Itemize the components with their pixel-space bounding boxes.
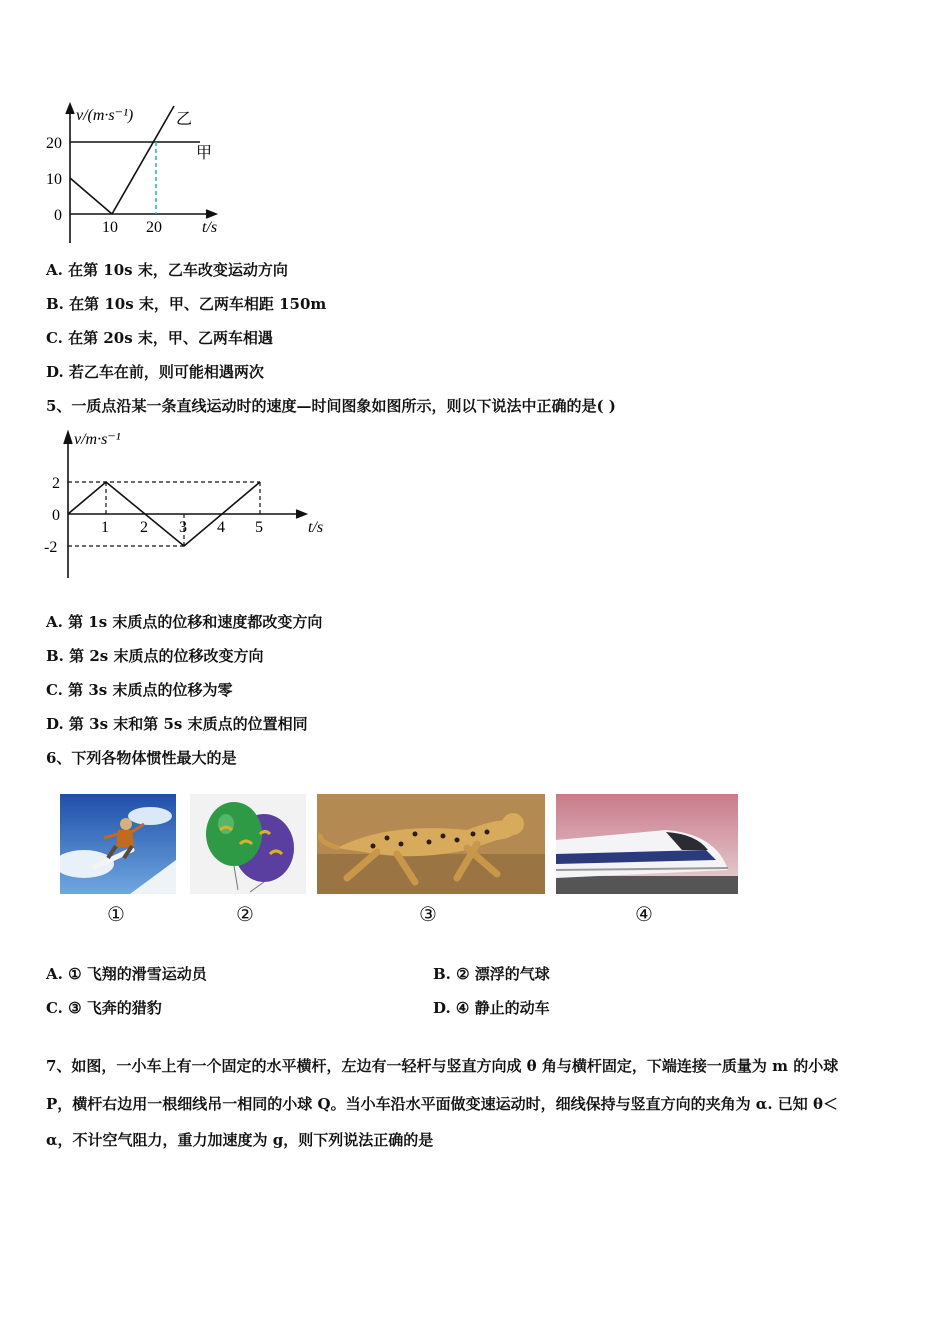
graph2-ytick-2: 2: [52, 475, 60, 492]
q4-option-b: B. 在第 10s 末，甲、乙两车相距 150m: [46, 295, 327, 313]
q6-stem: 6、下列各物体惯性最大的是: [46, 749, 237, 767]
graph1-ylabel: v/(m·s⁻¹): [76, 107, 134, 124]
caption-2: ②: [236, 902, 254, 926]
q5-option-b: B. 第 2s 末质点的位移改变方向: [46, 647, 264, 665]
q5-option-d: D. 第 3s 末和第 5s 末质点的位置相同: [46, 715, 308, 733]
graph1-xtick-10: 10: [102, 219, 118, 236]
q5-option-a: A. 第 1s 末质点的位移和速度都改变方向: [46, 613, 323, 631]
q7-line-3: α，不计空气阻力，重力加速度为 g，则下列说法正确的是: [46, 1131, 434, 1149]
q5-stem: 5、一质点沿某一条直线运动时的速度—时间图象如图所示，则以下说法中正确的是( ): [46, 397, 616, 415]
q6-option-d: D. ④ 静止的动车: [433, 999, 550, 1017]
q7-line-1: 7、如图，一小车上有一个固定的水平横杆，左边有一轻杆与竖直方向成 θ 角与横杆固定，下端连接一质量为 m 的小球: [46, 1057, 839, 1075]
velocity-time-graph-2: [40, 426, 340, 582]
graph2-xtick-2: 2: [140, 519, 148, 536]
graph1-label-jia: 甲: [196, 145, 213, 162]
graph1-xlabel: t/s: [202, 219, 218, 236]
caption-1: ①: [107, 902, 125, 926]
graph1-ytick-10: 10: [46, 171, 62, 188]
graph2-xtick-3: 3: [179, 519, 187, 536]
caption-3: ③: [419, 902, 437, 926]
q6-option-c: C. ③ 飞奔的猎豹: [46, 999, 162, 1017]
graph2-xtick-5: 5: [255, 519, 263, 536]
caption-4: ④: [635, 902, 653, 926]
q6-option-a: A. ① 飞翔的滑雪运动员: [46, 965, 207, 983]
graph1-ytick-0: 0: [54, 207, 62, 224]
velocity-time-graph-1: [40, 98, 230, 248]
q5-option-c: C. 第 3s 末质点的位移为零: [46, 681, 233, 699]
graph2-ytick-0: 0: [52, 507, 60, 524]
graph2-xtick-1: 1: [101, 519, 109, 536]
q7-line-2: P，横杆右边用一根细线吊一相同的小球 Q。当小车沿水平面做变速运动时，细线保持与竖直方向的夹角为 α. 已知 θ＜: [46, 1095, 839, 1113]
graph2-xlabel: t/s: [308, 519, 324, 536]
q4-option-a: A. 在第 10s 末，乙车改变运动方向: [46, 261, 288, 279]
graph2-xtick-4: 4: [217, 519, 225, 536]
snowboarder-image: [60, 794, 176, 894]
graph1-label-yi: 乙: [176, 111, 193, 128]
q6-option-b: B. ② 漂浮的气球: [433, 965, 550, 983]
q4-option-c: C. 在第 20s 末，甲、乙两车相遇: [46, 329, 273, 347]
graph1-ytick-20: 20: [46, 135, 62, 152]
cheetah-image: [317, 794, 545, 894]
graph2-ytick-neg2: -2: [44, 539, 58, 556]
graph2-ylabel: v/m·s⁻¹: [74, 431, 121, 448]
graph1-xtick-20: 20: [146, 219, 162, 236]
train-image: [556, 794, 738, 894]
q4-option-d: D. 若乙车在前，则可能相遇两次: [46, 363, 264, 381]
balloons-image: [190, 794, 306, 894]
